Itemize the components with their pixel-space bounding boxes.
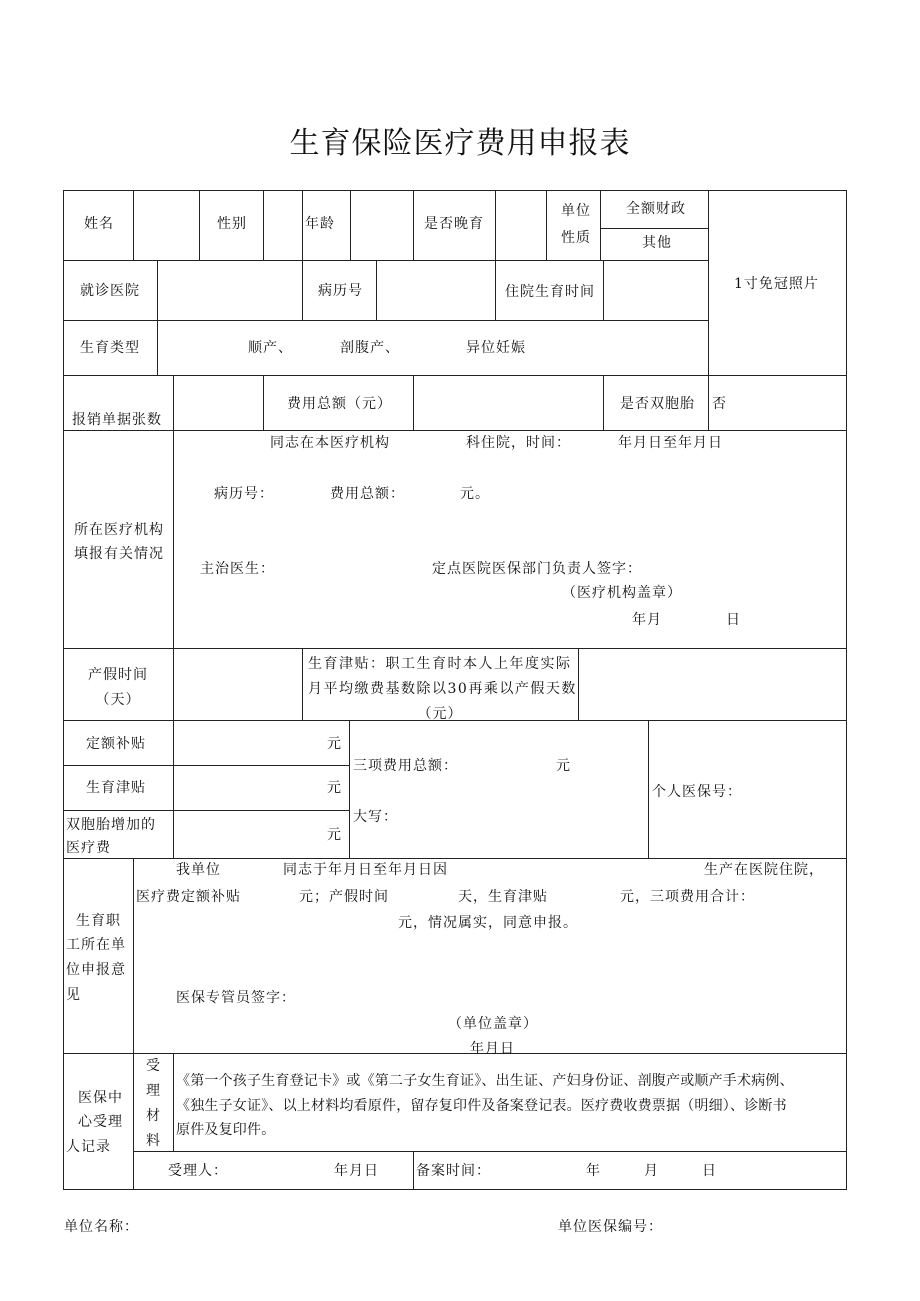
table-border-bottom <box>63 1189 847 1190</box>
grid-line <box>63 810 349 811</box>
table-border-right <box>846 190 847 1190</box>
unit-nature-label: 单位 <box>561 203 591 219</box>
twins-value: 否 <box>712 396 727 412</box>
medical-record-label: 病历号 <box>318 283 363 299</box>
grid-line <box>63 260 708 261</box>
employer-statement: 生产在医院住院， <box>704 862 824 878</box>
age-label: 年龄 <box>305 216 335 232</box>
hospital-report-label: 所在医疗机构 <box>74 522 164 538</box>
employer-statement: 元；产假时间 <box>299 889 389 905</box>
grid-line <box>133 1151 847 1152</box>
grid-line <box>173 375 174 430</box>
filing-day: 日 <box>702 1163 717 1179</box>
employer-opinion-label: 生育职 <box>76 913 121 929</box>
filing-time-label: 备案时间： <box>416 1163 491 1179</box>
received-materials-label: 料 <box>146 1133 161 1149</box>
grid-line <box>413 1151 414 1189</box>
maternity-allowance-desc: （元） <box>417 706 463 722</box>
hospital-date: 日 <box>726 612 741 628</box>
employer-opinion-label: 位申报意 <box>66 962 126 978</box>
employer-statement: 同志于年月日至年月日因 <box>283 862 448 878</box>
birth-type-ectopic: 异位妊娠 <box>466 340 526 356</box>
unit-option-full-finance: 全额财政 <box>626 201 686 217</box>
maternity-allowance-label: 生育津贴 <box>86 780 146 796</box>
record-number-field: 病历号： <box>214 486 274 502</box>
grid-line <box>263 375 264 430</box>
attending-doctor-field: 主治医生： <box>200 561 275 577</box>
maternity-allowance-unit: 元 <box>327 780 342 796</box>
grid-line <box>495 260 496 320</box>
twins-extra-unit: 元 <box>327 827 342 843</box>
grid-line <box>546 190 547 260</box>
grid-line <box>302 190 303 260</box>
receive-date: 年月日 <box>334 1163 379 1179</box>
birth-type-natural: 顺产、 <box>248 340 293 356</box>
insurance-center-label: 医保中 <box>78 1090 123 1106</box>
grid-line <box>133 190 134 260</box>
twins-extra-label: 双胞胎增加的 <box>66 817 156 833</box>
materials-list: 《第一个孩子生育登记卡》或《第二子女生育证》、出生证、产妇身份证、剖腹产或顺产手术病例、 <box>176 1073 794 1089</box>
maternity-allowance-desc: 月平均缴费基数除以30再乘以产假天数 <box>308 681 577 697</box>
receipt-count-label: 报销单据张数 <box>72 412 162 428</box>
maternity-leave-label: 产假时间 <box>88 667 148 683</box>
uppercase-amount-label: 大写： <box>353 809 398 825</box>
table-border-top <box>63 190 847 191</box>
grid-line <box>63 320 708 321</box>
fixed-subsidy-label: 定额补贴 <box>86 736 146 752</box>
receiver-label: 受理人： <box>168 1163 228 1179</box>
grid-line <box>133 858 134 1053</box>
received-materials-label: 受 <box>146 1058 161 1074</box>
employer-statement: 医疗费定额补贴 <box>136 889 241 905</box>
birth-type-label: 生育类型 <box>80 340 140 356</box>
total-cost-unit: 元。 <box>460 486 490 502</box>
received-materials-label: 材 <box>146 1108 161 1124</box>
grid-line <box>63 858 847 859</box>
employer-statement: 元，情况属实，同意申报。 <box>398 915 578 931</box>
fixed-subsidy-unit: 元 <box>327 736 342 752</box>
grid-line <box>173 648 174 720</box>
birth-type-cesarean: 剖腹产、 <box>340 340 400 356</box>
grid-line <box>63 1053 847 1054</box>
grid-line <box>63 648 847 649</box>
hospital-date: 年月 <box>632 612 662 628</box>
grid-line <box>302 260 303 320</box>
total-cost-label: 费用总额（元） <box>287 396 392 412</box>
admission-time-label: 住院生育时间 <box>505 284 595 300</box>
grid-line <box>173 430 174 648</box>
three-items-total-unit: 元 <box>556 758 571 774</box>
grid-line <box>413 375 414 430</box>
hospital-seal: （医疗机构盖章） <box>562 585 682 601</box>
filing-month: 月 <box>644 1163 659 1179</box>
filing-year: 年 <box>586 1163 601 1179</box>
personal-insurance-no-label: 个人医保号： <box>652 784 742 800</box>
grid-line <box>199 190 200 260</box>
unit-option-other: 其他 <box>642 235 672 251</box>
hospital-signature-field: 定点医院医保部门负责人签字： <box>432 561 642 577</box>
grid-line <box>600 228 708 229</box>
grid-line <box>263 190 264 260</box>
employer-seal: （单位盖章） <box>448 1016 538 1032</box>
insurance-center-label: 心受理 <box>78 1114 123 1130</box>
late-birth-label: 是否晚育 <box>424 216 484 232</box>
grid-line <box>63 375 847 376</box>
grid-line <box>648 720 649 858</box>
gender-label: 性别 <box>217 216 247 232</box>
grid-line <box>349 720 350 858</box>
grid-line <box>600 190 601 260</box>
grid-line <box>708 190 709 376</box>
grid-line <box>603 260 604 320</box>
name-label: 姓名 <box>84 216 114 232</box>
grid-line <box>63 430 847 431</box>
grid-line <box>350 190 351 260</box>
materials-list: 原件及复印件。 <box>176 1122 276 1138</box>
hospital-label: 就诊医院 <box>80 283 140 299</box>
grid-line <box>173 1053 174 1151</box>
grid-line <box>578 648 579 720</box>
grid-line <box>173 720 174 858</box>
employer-date: 年月日 <box>470 1041 515 1057</box>
grid-line <box>376 260 377 320</box>
grid-line <box>157 320 158 375</box>
maternity-leave-label: （天） <box>95 692 141 708</box>
grid-line <box>495 190 496 260</box>
photo-placeholder: 1寸免冠照片 <box>734 276 819 292</box>
materials-list: 《独生子女证》、以上材料均看原件，留存复印件及备案登记表。医疗费收费票据（明细）、诊断书 <box>176 1098 787 1114</box>
unit-name-field: 单位名称： <box>64 1219 139 1235</box>
grid-line <box>63 765 349 766</box>
employer-statement: 元，三项费用合计： <box>620 889 755 905</box>
grid-line <box>708 375 709 430</box>
three-items-total-label: 三项费用总额： <box>353 758 458 774</box>
hospital-stay-text: 同志在本医疗机构 <box>270 435 390 451</box>
hospital-stay-dates: 年月日至年月日 <box>618 435 723 451</box>
hospital-report-label: 填报有关情况 <box>74 546 164 562</box>
page-title: 生育保险医疗费用申报表 <box>289 126 631 161</box>
twins-extra-label: 医疗费 <box>66 840 111 856</box>
grid-line <box>157 260 158 320</box>
employer-statement: 我单位 <box>176 862 221 878</box>
grid-line <box>603 375 604 430</box>
twins-label: 是否双胞胎 <box>620 396 695 412</box>
insurance-officer-signature: 医保专管员签字： <box>176 990 296 1006</box>
employer-opinion-label: 见 <box>66 987 81 1003</box>
total-cost-field: 费用总额： <box>330 486 405 502</box>
grid-line <box>133 1053 134 1190</box>
insurance-center-label: 人记录 <box>66 1139 111 1155</box>
received-materials-label: 理 <box>146 1083 161 1099</box>
maternity-allowance-desc: 生育津贴：职工生育时本人上年度实际 <box>308 656 572 672</box>
hospital-stay-text: 科住院，时间： <box>466 435 571 451</box>
employer-opinion-label: 工所在单 <box>66 937 126 953</box>
table-border-left <box>63 190 64 1190</box>
unit-insurance-no-field: 单位医保编号： <box>558 1219 663 1235</box>
unit-nature-label: 性质 <box>561 230 591 246</box>
grid-line <box>413 190 414 260</box>
employer-statement: 天，生育津贴 <box>458 889 548 905</box>
